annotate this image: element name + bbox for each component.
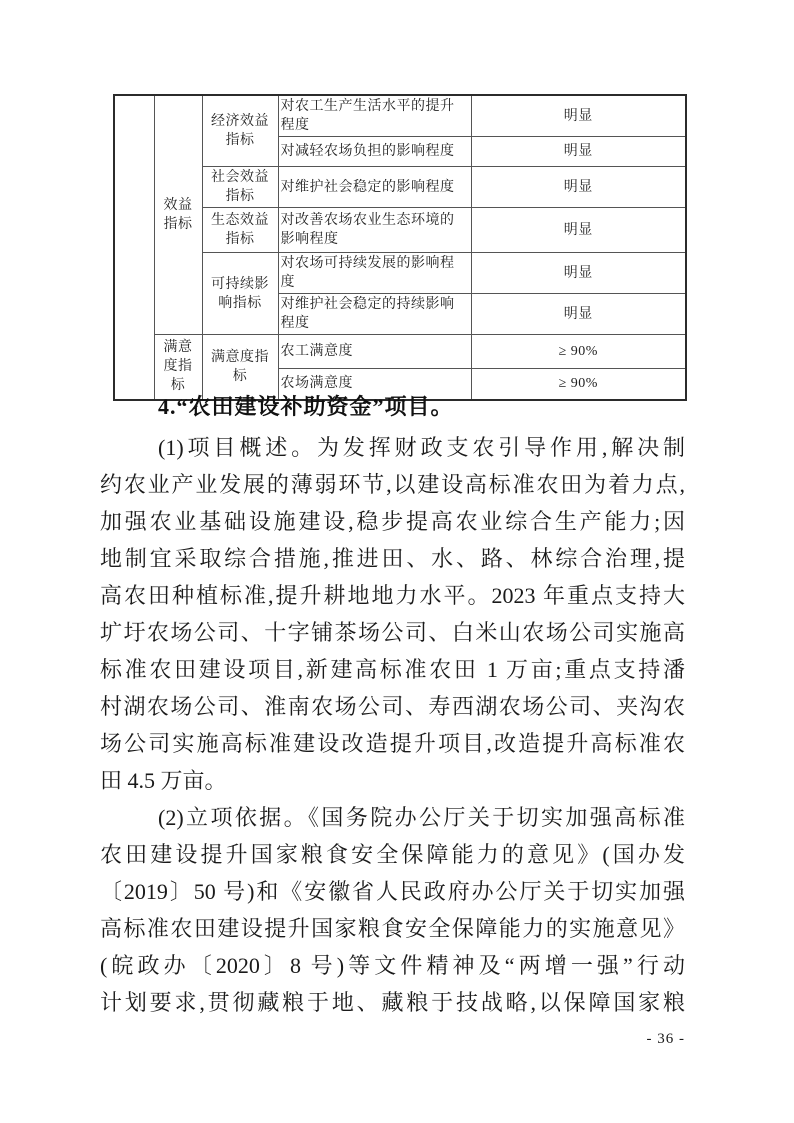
desc-cell: 对维护社会稳定的持续影响程度	[278, 294, 471, 335]
indicator-table	[113, 94, 687, 401]
paragraph-line: 计划要求,贯彻藏粮于地、藏粮于技战略,以保障国家粮	[100, 990, 685, 1015]
desc-cell: 对农工生产生活水平的提升程度	[278, 95, 471, 137]
desc-cell: 对农场可持续发展的影响程度	[278, 253, 471, 294]
table-row	[114, 95, 686, 137]
paragraph-line: (皖政办〔2020〕8 号)等文件精神及“两增一强”行动	[100, 953, 685, 978]
paragraph-line: 农田建设提升国家粮食安全保障能力的意见》(国办发	[100, 842, 685, 867]
sub-cell-economic: 经济效益指标	[202, 95, 278, 167]
sub-cell-satisfaction: 满意度指标	[202, 335, 278, 400]
paragraph-line: 村湖农场公司、淮南农场公司、寿西湖农场公司、夹沟农	[100, 694, 685, 719]
value-cell: ≥ 90%	[471, 369, 686, 400]
value-cell: 明显	[471, 208, 686, 253]
value-cell: ≥ 90%	[471, 335, 686, 369]
section-heading: 4.“农田建设补助资金”项目。	[158, 394, 454, 419]
paragraph-line: 加强农业基础设施建设,稳步提高农业综合生产能力;因	[100, 509, 685, 534]
paragraph-line: 标准农田建设项目,新建高标准农田 1 万亩;重点支持潘	[100, 657, 685, 682]
paragraph-line: 地制宜采取综合措施,推进田、水、路、林综合治理,提	[100, 546, 685, 571]
paragraph-line: 〔2019〕50 号)和《安徽省人民政府办公厅关于切实加强	[100, 879, 685, 904]
value-cell: 明显	[471, 95, 686, 137]
desc-cell: 农工满意度	[278, 335, 471, 369]
desc-cell: 对改善农场农业生态环境的影响程度	[278, 208, 471, 253]
body-text	[100, 429, 685, 1021]
desc-cell: 对减轻农场负担的影响程度	[278, 137, 471, 167]
sub-cell-social: 社会效益指标	[202, 167, 278, 208]
group-cell-satisfaction: 满意度指标	[154, 335, 202, 400]
paragraph-line: 圹圩农场公司、十字铺茶场公司、白米山农场公司实施高	[100, 620, 685, 645]
sub-cell-ecological: 生态效益指标	[202, 208, 278, 253]
sub-cell-sustainable: 可持续影响指标	[202, 253, 278, 335]
paragraph-line: 田 4.5 万亩。	[100, 768, 227, 793]
group-cell-benefit: 效益指标	[154, 95, 202, 335]
value-cell: 明显	[471, 253, 686, 294]
paragraph-line: 高标准农田建设提升国家粮食安全保障能力的实施意见》	[100, 916, 685, 941]
page-number: - 36 -	[646, 1031, 685, 1047]
paragraph-line: 约农业产业发展的薄弱环节,以建设高标准农田为着力点,	[100, 472, 685, 497]
paragraph-line: (2)立项依据。《国务院办公厅关于切实加强高标准	[158, 805, 685, 830]
desc-cell: 农场满意度	[278, 369, 471, 400]
value-cell: 明显	[471, 167, 686, 208]
paragraph-line: 场公司实施高标准建设改造提升项目,改造提升高标准农	[100, 731, 685, 756]
value-cell: 明显	[471, 294, 686, 335]
paragraph-line: (1)项目概述。为发挥财政支农引导作用,解决制	[158, 435, 685, 460]
paragraph-line: 高农田种植标准,提升耕地地力水平。2023 年重点支持大	[100, 583, 685, 608]
value-cell: 明显	[471, 137, 686, 167]
empty-spanner-cell	[114, 95, 154, 400]
table-row	[114, 335, 686, 369]
desc-cell: 对维护社会稳定的影响程度	[278, 167, 471, 208]
